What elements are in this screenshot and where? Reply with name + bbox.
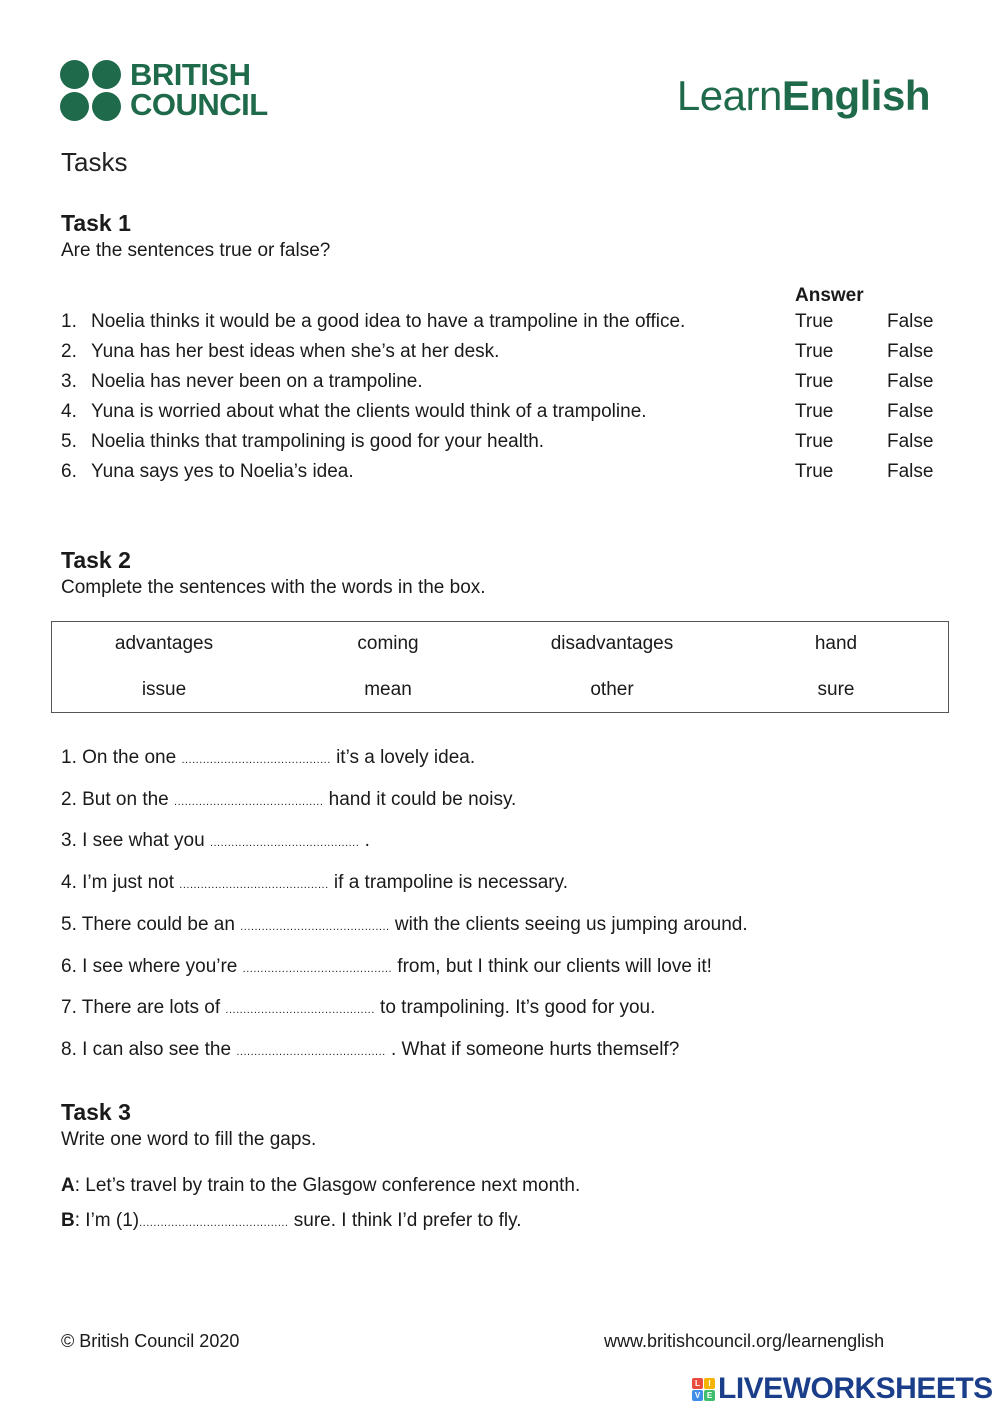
sentence-end: with the clients seeing us jumping around. <box>394 914 748 935</box>
dialogue-line <box>61 1175 580 1197</box>
sentence-start: 2. But on the <box>61 789 169 810</box>
speaker-label: A <box>61 1175 75 1196</box>
task1-item-text: Yuna is worried about what the clients would think of a trampoline. <box>91 401 647 422</box>
task1-item <box>61 431 951 461</box>
true-option[interactable]: True <box>795 461 834 482</box>
page-title: Tasks <box>61 147 128 177</box>
task1-item-text: Yuna says yes to Noelia’s idea. <box>91 461 354 482</box>
task2-sentence <box>61 956 712 978</box>
task1-item-number: 3. <box>61 371 77 392</box>
gap-field[interactable]: .......................................... <box>181 754 331 766</box>
word-box-item: hand <box>814 633 858 654</box>
logo-text-line1: BRITISH <box>130 57 251 92</box>
sentence-start: 4. I’m just not <box>61 872 174 893</box>
sentence-start: 3. I see what you <box>61 830 205 851</box>
task1-item-number: 6. <box>61 461 77 482</box>
dialogue-text: : Let’s travel by train to the Glasgow conference next month. <box>74 1175 581 1196</box>
gap-field[interactable]: .......................................... <box>240 921 390 933</box>
task2-instruction: Complete the sentences with the words in the box. <box>61 577 486 598</box>
false-option[interactable]: False <box>887 461 934 482</box>
gap-field[interactable]: .......................................... <box>174 796 324 808</box>
british-council-dots-icon <box>60 60 122 122</box>
answer-header: Answer <box>795 285 864 306</box>
speaker-label: B <box>61 1210 75 1231</box>
gap-field[interactable]: .......................................... <box>209 837 360 849</box>
task2-sentence <box>61 872 568 894</box>
task3-heading: Task 3 <box>61 1099 131 1125</box>
sentence-end: it’s a lovely idea. <box>336 747 476 768</box>
gap-field[interactable]: .......................................... <box>139 1217 289 1229</box>
task1-item-number: 1. <box>61 311 77 332</box>
task2-heading: Task 2 <box>61 547 131 573</box>
icon-letter: I <box>704 1378 715 1389</box>
task2-sentence <box>61 914 748 936</box>
task2-sentence <box>61 747 475 769</box>
learnenglish-logo-bold: English <box>781 72 930 119</box>
false-option[interactable]: False <box>887 371 934 392</box>
gap-field[interactable]: .......................................... <box>242 963 393 975</box>
task1-item <box>61 311 951 341</box>
false-option[interactable]: False <box>887 401 934 422</box>
word-box-item: disadvantages <box>550 633 674 654</box>
sentence-end: to trampolining. It’s good for you. <box>380 997 656 1018</box>
sentence-end: if a trampoline is necessary. <box>333 872 568 893</box>
task1-item <box>61 341 951 371</box>
british-council-logo <box>60 57 280 122</box>
task1-item <box>61 461 951 491</box>
task1-item-text: Noelia has never been on a trampoline. <box>91 371 423 392</box>
task2-sentence <box>61 830 370 852</box>
icon-letter: E <box>704 1390 715 1401</box>
true-option[interactable]: True <box>795 401 834 422</box>
dialogue-text: : I’m (1) <box>74 1210 140 1231</box>
task1-instruction: Are the sentences true or false? <box>61 240 331 261</box>
copyright-text: © British Council 2020 <box>61 1331 240 1351</box>
task2-sentence <box>61 789 516 811</box>
gap-field[interactable]: .......................................... <box>225 1004 375 1016</box>
logo-text-line2: COUNCIL <box>130 87 268 122</box>
true-option[interactable]: True <box>795 371 834 392</box>
word-box-item: advantages <box>114 633 214 654</box>
task1-item-text: Noelia thinks it would be a good idea to have a trampoline in the office. <box>91 311 686 332</box>
false-option[interactable]: False <box>887 341 934 362</box>
sentence-start: 7. There are lots of <box>61 997 221 1018</box>
word-box-item: sure <box>817 679 855 700</box>
true-option[interactable]: True <box>795 311 834 332</box>
dialogue-text: sure. I think I’d prefer to fly. <box>293 1210 522 1231</box>
sentence-end: from, but I think our clients will love it! <box>397 956 712 977</box>
task1-item <box>61 371 951 401</box>
false-option[interactable]: False <box>887 431 934 452</box>
task1-item <box>61 401 951 431</box>
task1-item-text: Noelia thinks that trampolining is good for your health. <box>91 431 545 452</box>
task3-instruction: Write one word to fill the gaps. <box>61 1129 317 1150</box>
learnenglish-logo <box>677 72 930 120</box>
true-option[interactable]: True <box>795 341 834 362</box>
sentence-start: 5. There could be an <box>61 914 235 935</box>
icon-letter: V <box>692 1390 703 1401</box>
word-box-item: other <box>590 679 634 700</box>
sentence-start: 8. I can also see the <box>61 1039 232 1060</box>
icon-letter: L <box>692 1378 703 1389</box>
liveworksheets-icon <box>692 1378 716 1402</box>
word-box-item: mean <box>364 679 412 700</box>
word-box <box>51 621 949 713</box>
task2-sentence <box>61 1039 679 1061</box>
sentence-start: 6. I see where you’re <box>61 956 238 977</box>
true-option[interactable]: True <box>795 431 834 452</box>
task1-item-text: Yuna has her best ideas when she’s at her desk. <box>91 341 500 362</box>
task1-item-number: 2. <box>61 341 77 362</box>
word-box-item: coming <box>357 633 419 654</box>
task2-sentence <box>61 997 655 1019</box>
gap-field[interactable]: .......................................... <box>179 879 329 891</box>
sentence-end: hand it could be noisy. <box>328 789 517 810</box>
task1-item-number: 4. <box>61 401 77 422</box>
website-link[interactable]: www.britishcouncil.org/learnenglish <box>604 1331 885 1351</box>
learnenglish-logo-light: Learn <box>676 72 782 119</box>
sentence-end: . What if someone hurts themself? <box>390 1039 680 1060</box>
sentence-end: . <box>364 830 370 851</box>
gap-field[interactable]: .......................................... <box>236 1046 386 1058</box>
sentence-start: 1. On the one <box>61 747 177 768</box>
dialogue-line <box>61 1210 522 1232</box>
word-box-item: issue <box>141 679 187 700</box>
task1-item-number: 5. <box>61 431 77 452</box>
liveworksheets-text: LIVEWORKSHEETS <box>718 1372 993 1405</box>
false-option[interactable]: False <box>887 311 934 332</box>
task1-heading: Task 1 <box>61 210 131 236</box>
